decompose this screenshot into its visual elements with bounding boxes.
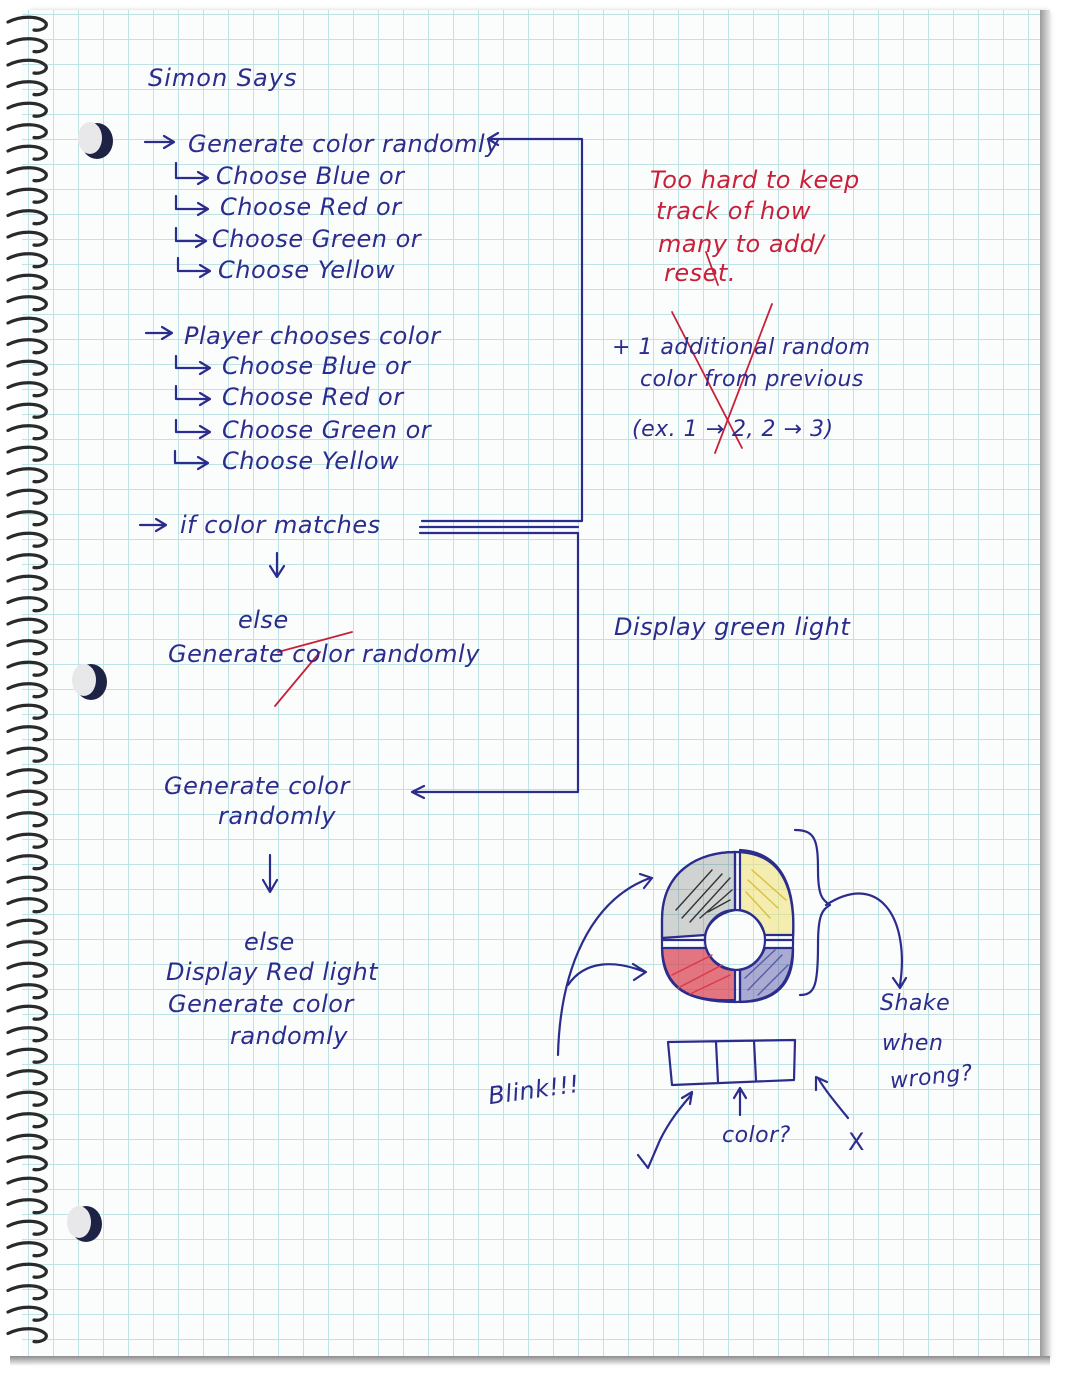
crossed-note-line: (ex. 1 → 2, 2 → 3) (632, 417, 834, 442)
flow-else-2-label: else (244, 928, 295, 956)
flow-generate-2-line: randomly (218, 802, 336, 830)
flow-player-option: Choose Blue or (222, 352, 411, 380)
red-note-line: many to add/ (658, 230, 825, 258)
flow-player-option: Choose Green or (222, 416, 432, 444)
arrow-icon (178, 258, 210, 277)
arrow-icon (176, 228, 206, 247)
flow-generate-option: Choose Blue or (216, 162, 405, 190)
flow-else-2-action: Generate color (168, 990, 354, 1018)
arrow-icon (145, 136, 174, 148)
crossed-note-line: + 1 additional random (612, 335, 871, 360)
arrow-icon (140, 519, 166, 531)
page-title: Simon Says (148, 64, 298, 92)
display-green-note: Display green light (614, 613, 851, 641)
flow-else-action: Generate color randomly (168, 640, 480, 668)
loop-bracket (422, 133, 582, 521)
flow-else-2-action: randomly (230, 1022, 348, 1050)
red-note-line: reset. (664, 259, 736, 287)
arrow-icon (176, 163, 208, 184)
flow-if-matches: if color matches (180, 511, 381, 539)
shake-label-line: Shake (880, 991, 951, 1016)
flow-else-2-action: Display Red light (166, 958, 379, 986)
arrow-icon (176, 386, 210, 405)
flow-player-heading: Player chooses color (184, 322, 441, 350)
flow-player-option: Choose Yellow (222, 447, 400, 475)
flow-generate-option: Choose Green or (212, 225, 422, 253)
arrow-icon (176, 196, 208, 215)
arrow-icon (176, 420, 210, 438)
button-bar-sketch (668, 1040, 795, 1085)
shake-label-line: when (882, 1031, 944, 1056)
arrow-icon (175, 451, 208, 469)
flow-generate-option: Choose Red or (220, 193, 402, 221)
shake-label-line: wrong? (888, 1060, 975, 1095)
x-mark-label: X (848, 1128, 865, 1156)
crossed-note-line: color from previous (640, 367, 864, 392)
arrow-icon (146, 327, 172, 339)
blink-label: Blink!!! (486, 1069, 582, 1111)
flow-player-option: Choose Red or (222, 383, 404, 411)
flow-generate-heading: Generate color randomly (188, 130, 500, 158)
red-note-line: Too hard to keep (650, 166, 860, 194)
arrow-icon (176, 356, 210, 374)
down-arrow-icon (270, 553, 284, 577)
down-arrow-icon (263, 855, 277, 892)
red-note-line: track of how (656, 197, 811, 225)
flow-else-label: else (238, 606, 289, 634)
flow-generate-2-line: Generate color (164, 772, 350, 800)
flow-generate-option: Choose Yellow (218, 256, 396, 284)
color-question-label: color? (722, 1123, 791, 1148)
